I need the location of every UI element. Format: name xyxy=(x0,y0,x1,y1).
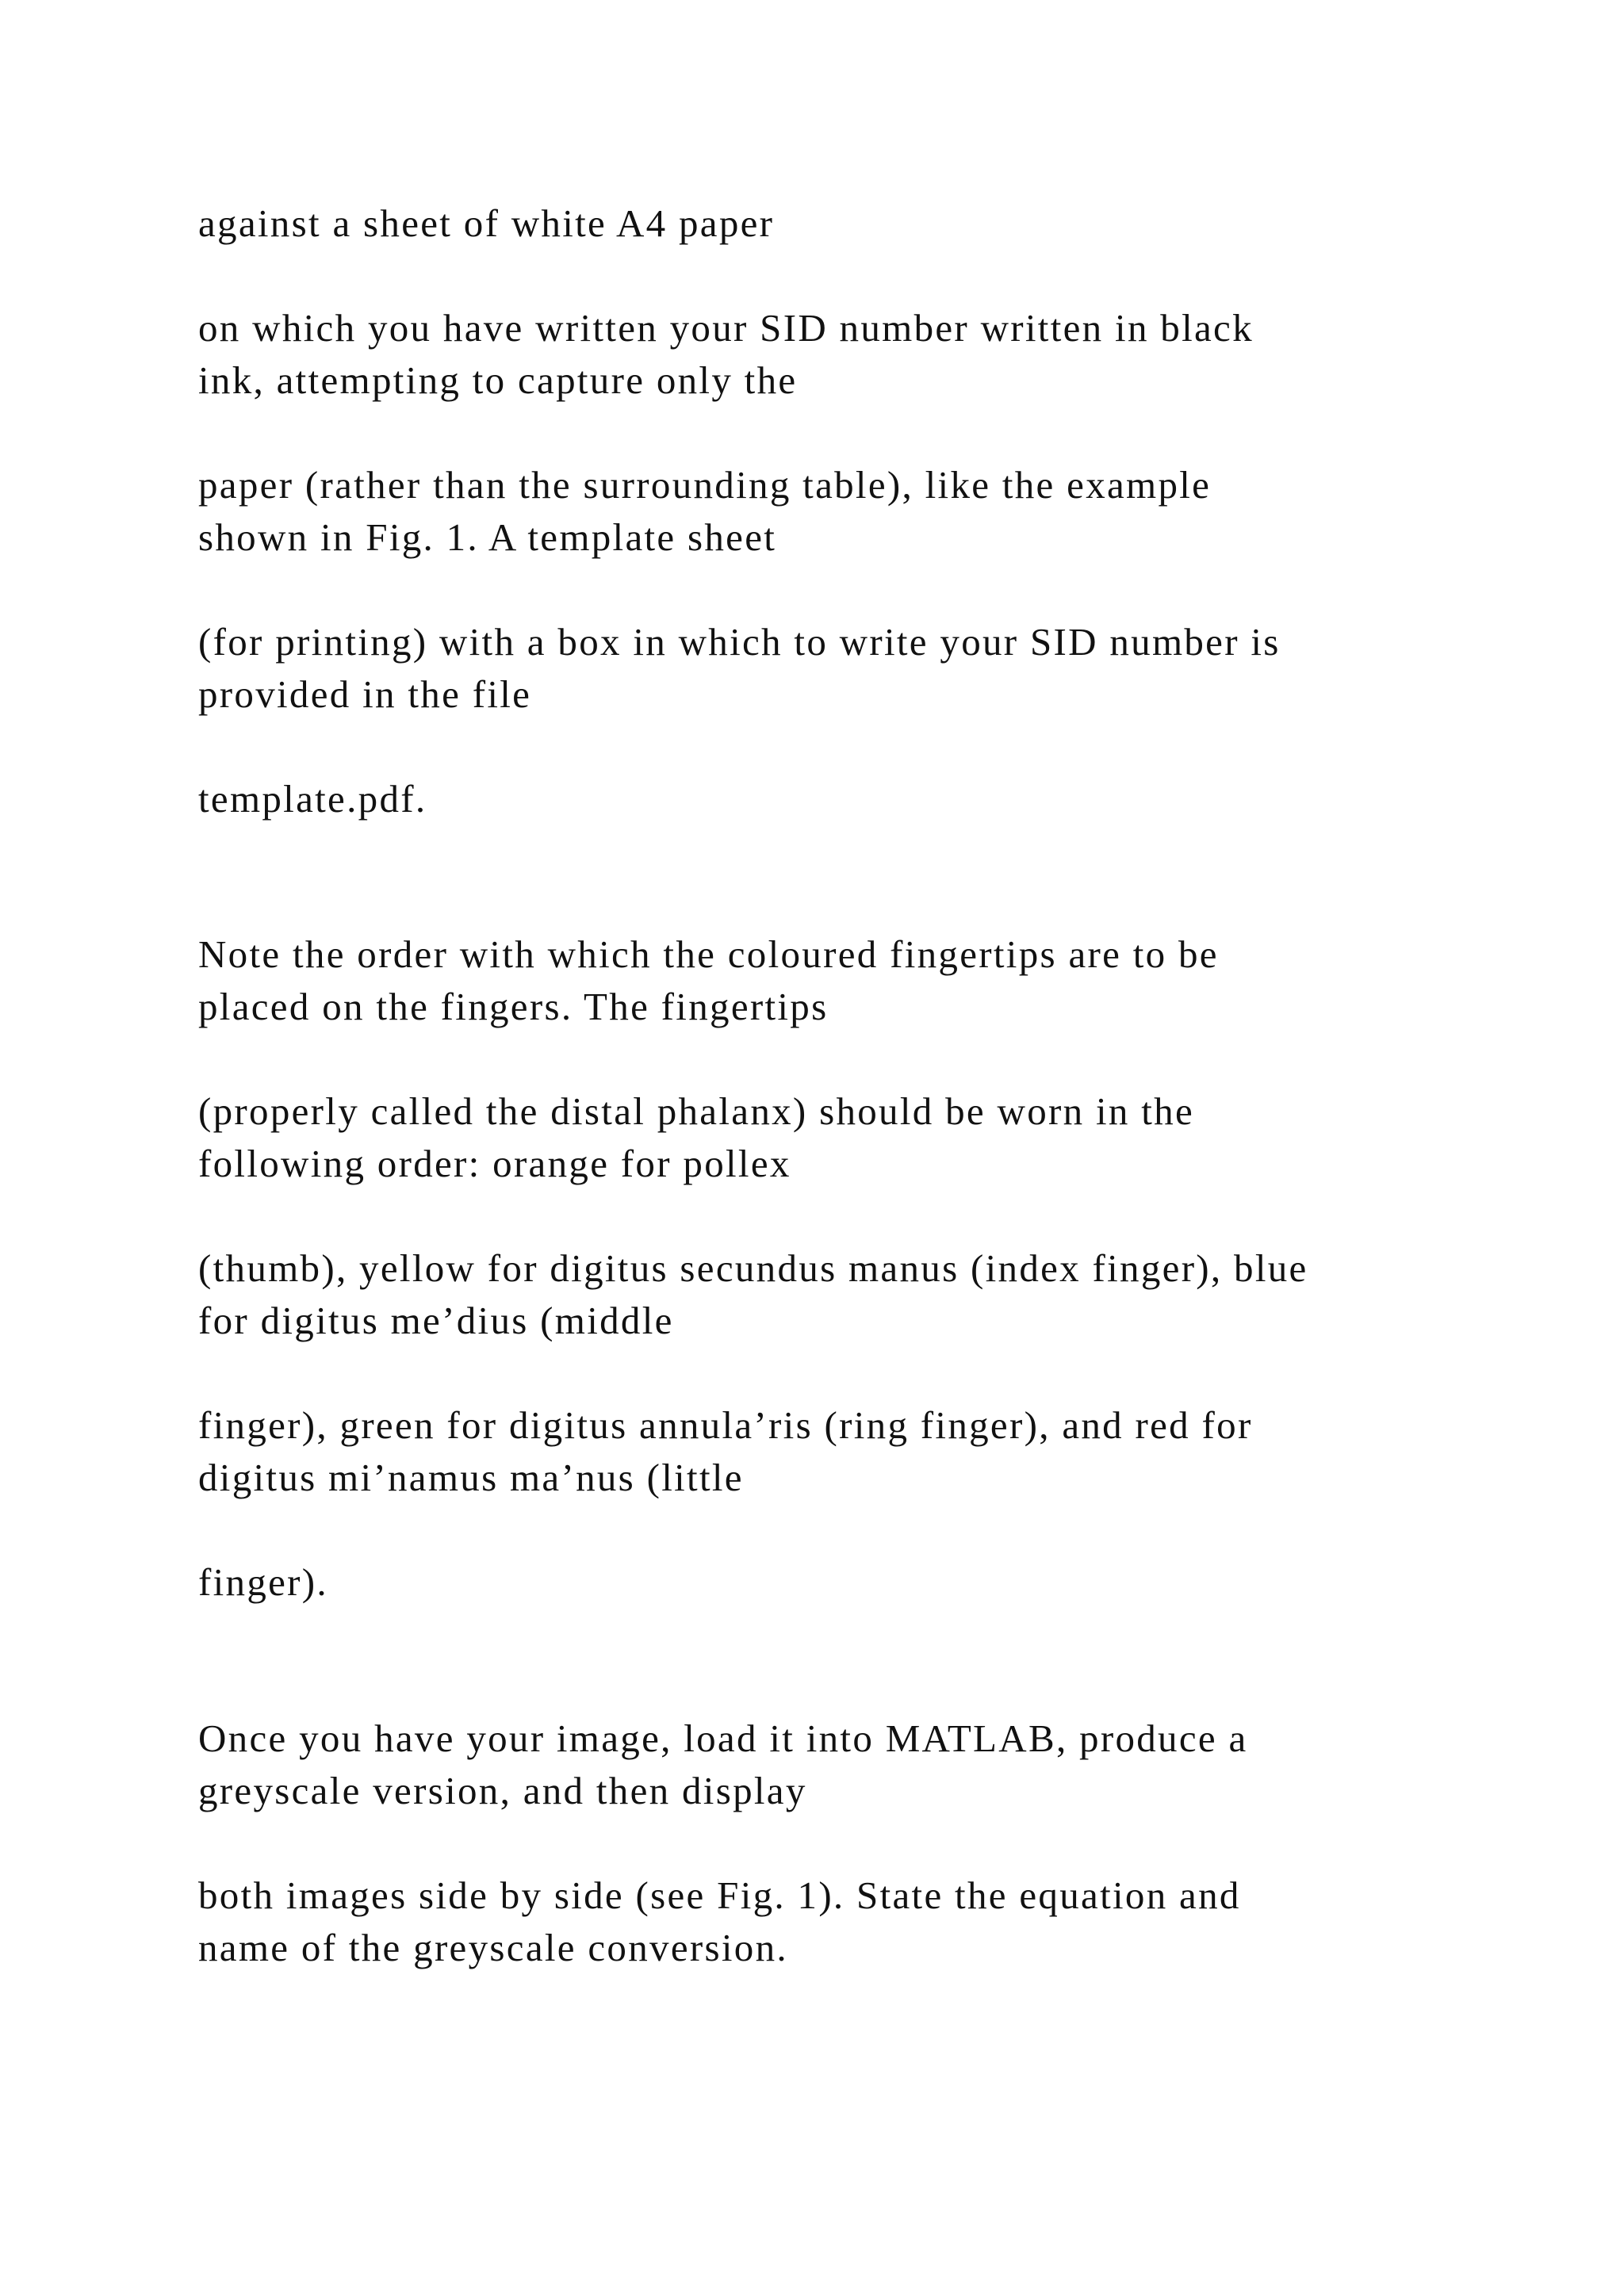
paragraph-6 xyxy=(198,928,1499,1033)
paragraph-9 xyxy=(198,1399,1499,1504)
text-line: following order: orange for pollex xyxy=(198,1142,791,1185)
paragraph-8 xyxy=(198,1242,1499,1347)
text-line: for digitus me’dius (middle xyxy=(198,1299,674,1342)
text-line: digitus mi’namus ma’nus (little xyxy=(198,1456,744,1499)
text-line: against a sheet of white A4 paper xyxy=(198,201,775,245)
text-line: ink, attempting to capture only the xyxy=(198,358,798,402)
paragraph-7 xyxy=(198,1085,1499,1190)
text-line: greyscale version, and then display xyxy=(198,1769,807,1812)
text-line: on which you have written your SID number written in black xyxy=(198,306,1254,350)
paragraph-1 xyxy=(198,197,1499,250)
text-line: provided in the file xyxy=(198,672,532,716)
paragraph-2 xyxy=(198,302,1499,407)
text-line: template.pdf. xyxy=(198,777,427,821)
text-line: finger). xyxy=(198,1560,328,1604)
text-line: name of the greyscale conversion. xyxy=(198,1926,788,1969)
text-line: both images side by side (see Fig. 1). State the equation and xyxy=(198,1873,1241,1917)
paragraph-10 xyxy=(198,1556,1499,1609)
text-line: shown in Fig. 1. A template sheet xyxy=(198,515,777,559)
text-line: (properly called the distal phalanx) should be worn in the xyxy=(198,1089,1194,1133)
text-line: (for printing) with a box in which to write your SID number is xyxy=(198,620,1281,664)
text-line: Once you have your image, load it into MATLAB, produce a xyxy=(198,1716,1248,1760)
paragraph-3 xyxy=(198,459,1499,564)
paragraph-5 xyxy=(198,773,1499,825)
text-line: finger), green for digitus annula’ris (ring finger), and red for xyxy=(198,1403,1253,1447)
text-line: placed on the fingers. The fingertips xyxy=(198,985,829,1028)
paragraph-4 xyxy=(198,616,1499,721)
text-line: Note the order with which the coloured fingertips are to be xyxy=(198,932,1219,976)
text-line: (thumb), yellow for digitus secundus manus (index finger), blue xyxy=(198,1246,1308,1290)
text-line: paper (rather than the surrounding table), like the example xyxy=(198,463,1212,507)
paragraph-11 xyxy=(198,1712,1499,1817)
paragraph-12 xyxy=(198,1869,1499,1974)
